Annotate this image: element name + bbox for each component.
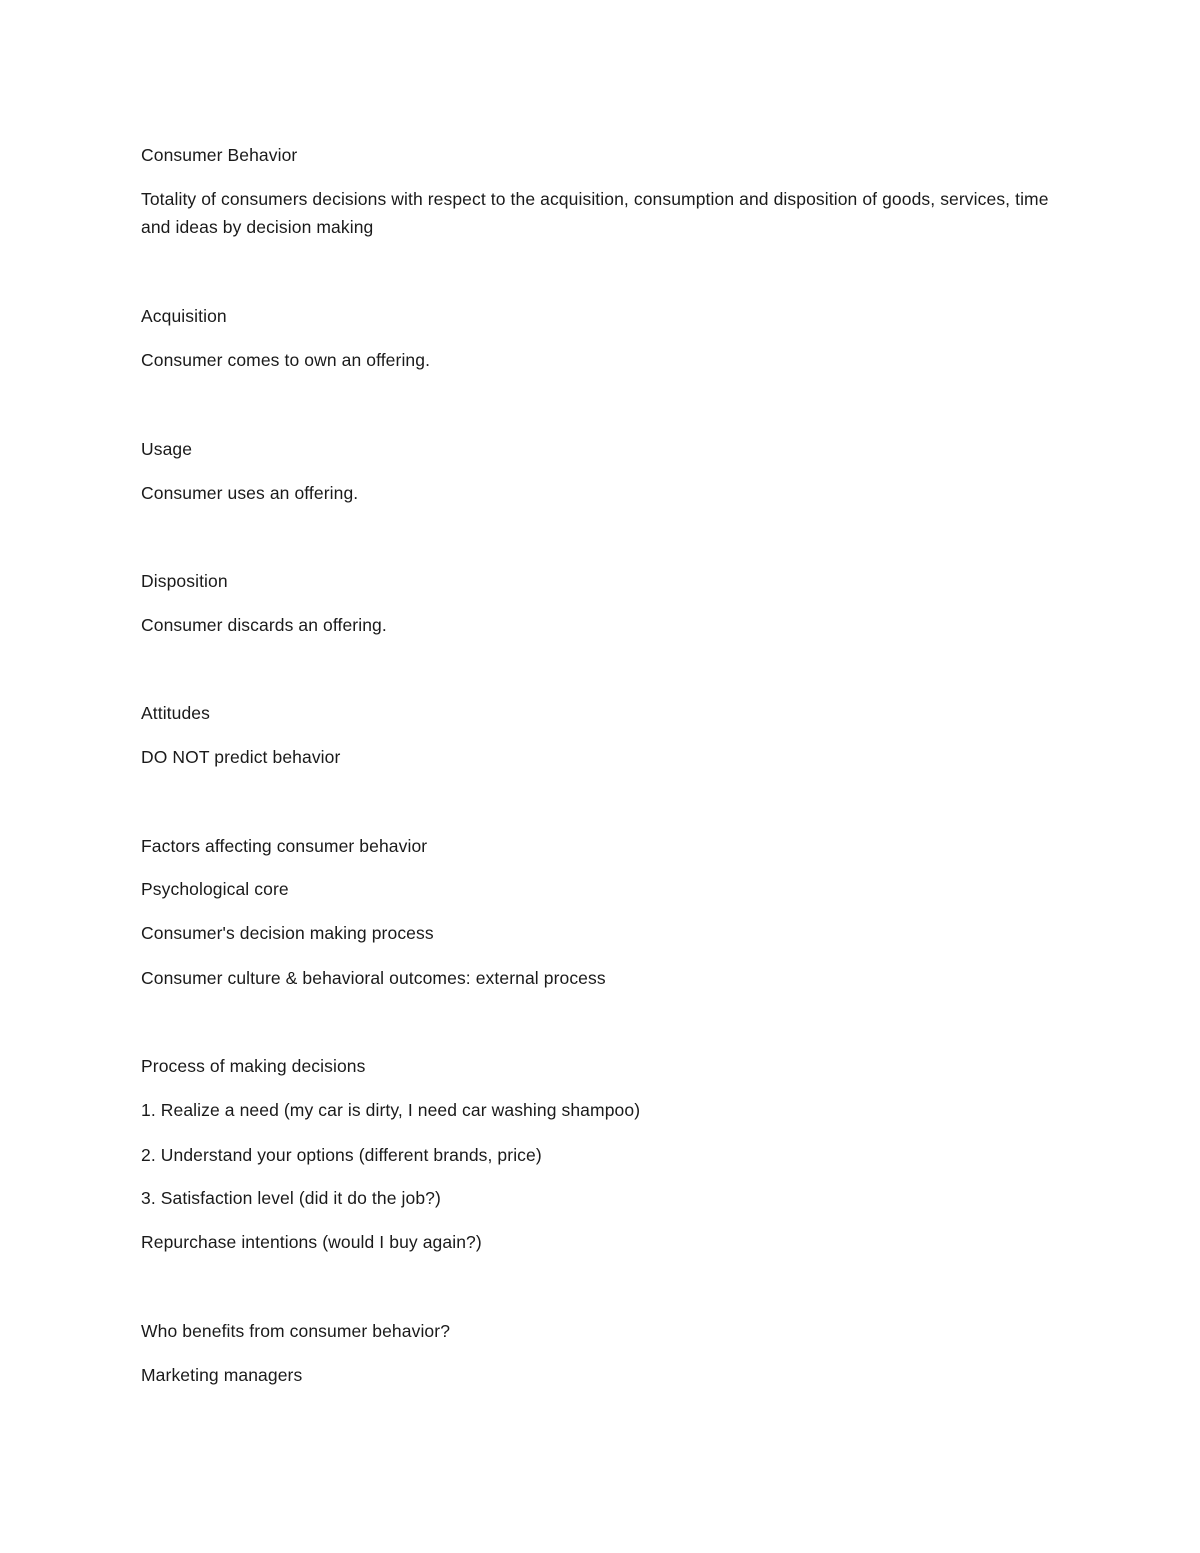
section-body-usage: Consumer uses an offering. xyxy=(141,483,359,503)
factors-heading: Factors affecting consumer behavior xyxy=(141,836,428,856)
section-body-attitudes: DO NOT predict behavior xyxy=(141,747,341,767)
process-step: Repurchase intentions (would I buy again?) xyxy=(141,1232,482,1252)
definition-paragraph: Totality of consumers decisions with respect to the acquisition, consumption and disposition of goods, services, time and ideas by decision making xyxy=(141,189,1049,237)
benefits-item: Marketing managers xyxy=(141,1365,303,1385)
process-heading: Process of making decisions xyxy=(141,1056,366,1076)
section-heading-disposition: Disposition xyxy=(141,571,228,591)
process-step: 1. Realize a need (my car is dirty, I need car washing shampoo) xyxy=(141,1100,641,1120)
factor-item: Consumer culture & behavioral outcomes: external process xyxy=(141,968,606,988)
process-step: 2. Understand your options (different brands, price) xyxy=(141,1145,542,1165)
factor-item: Consumer's decision making process xyxy=(141,923,434,943)
section-heading-usage: Usage xyxy=(141,439,193,459)
document-title: Consumer Behavior xyxy=(141,145,298,165)
section-body-acquisition: Consumer comes to own an offering. xyxy=(141,350,431,370)
section-heading-attitudes: Attitudes xyxy=(141,703,210,723)
section-body-disposition: Consumer discards an offering. xyxy=(141,615,387,635)
process-step: 3. Satisfaction level (did it do the job?) xyxy=(141,1188,441,1208)
benefits-heading: Who benefits from consumer behavior? xyxy=(141,1321,451,1341)
section-heading-acquisition: Acquisition xyxy=(141,306,227,326)
factor-item: Psychological core xyxy=(141,879,289,899)
